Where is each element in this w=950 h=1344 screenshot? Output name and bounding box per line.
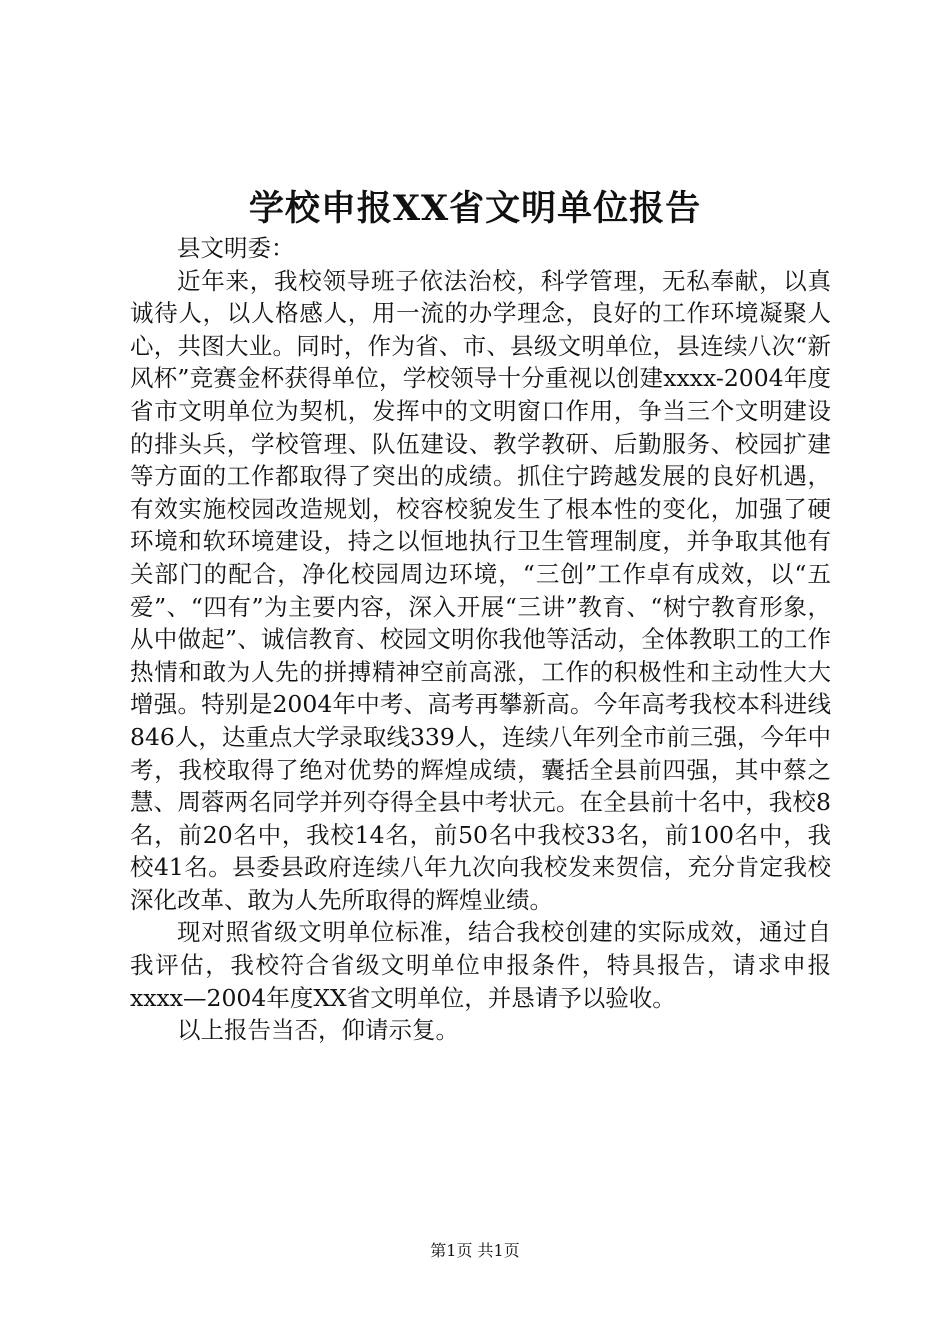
paragraph-application: 现对照省级文明单位标准，结合我校创建的实际成效，通过自我评估，我校符合省级文明单位申报条件，特具报告，请求申报xxxx—2004年度XX省文明单位，并恳请予以验收。: [130, 918, 831, 1012]
paragraph-achievements: 近年来，我校领导班子依法治校，科学管理，无私奉献，以真诚待人，以人格感人，用一流的办学理念，良好的工作环境凝聚人心，共图大业。同时，作为省、市、县级文明单位，县连续八次“新风杯”竞赛金杯获得单位，学校领导十分重视以创建xxxx-2004年度省市文明单位为契机，发挥中的文明窗口作用，争当三个文明建设的排头兵，学校管理、队伍建设、教学教研、后勤服务、校园扩建等方面的工作都取得了突出的成绩。抓住宁跨越发展的良好机遇，有效实施校园改造规划，校容校貌发生了根本性的变化，加强了硬环境和软环境建设，持之以恒地执行卫生管理制度，并争取其他有关部门的配合，净化校园周边环境，“三创”工作卓有成效，以“五爱”、“四有”为主要内容，深入开展“三讲”教育、“树宁教育形象，从中做起”、诚信教育、校园文明你我他等活动，全体教职工的工作热情和敢为人先的拼搏精神空前高涨，工作的积极性和主动性大大增强。特别是2004年中考、高考再攀新高。今年高考我校本科进线846人，达重点大学录取线339人，连续八年列全市前三强，今年中考，我校取得了绝对优势的辉煌成绩，囊括全县前四强，其中蔡之慧、周蓉两名同学并列夺得全县中考状元。在全县前十名中，我校8名，前20名中，我校14名，前50名中我校33名，前100名中，我校41名。县委县政府连续八年九次向我校发来贺信，充分肯定我校深化改革、敢为人先所取得的辉煌业绩。: [130, 266, 831, 914]
document-title: 学校申报XX省文明单位报告: [248, 188, 702, 229]
salutation: 县文明委：: [177, 234, 295, 262]
page-footer: 第1页 共1页: [430, 1241, 520, 1260]
document-body: [130, 232, 831, 1047]
paragraph-closing: 以上报告当否，仰请示复。: [177, 1016, 459, 1045]
